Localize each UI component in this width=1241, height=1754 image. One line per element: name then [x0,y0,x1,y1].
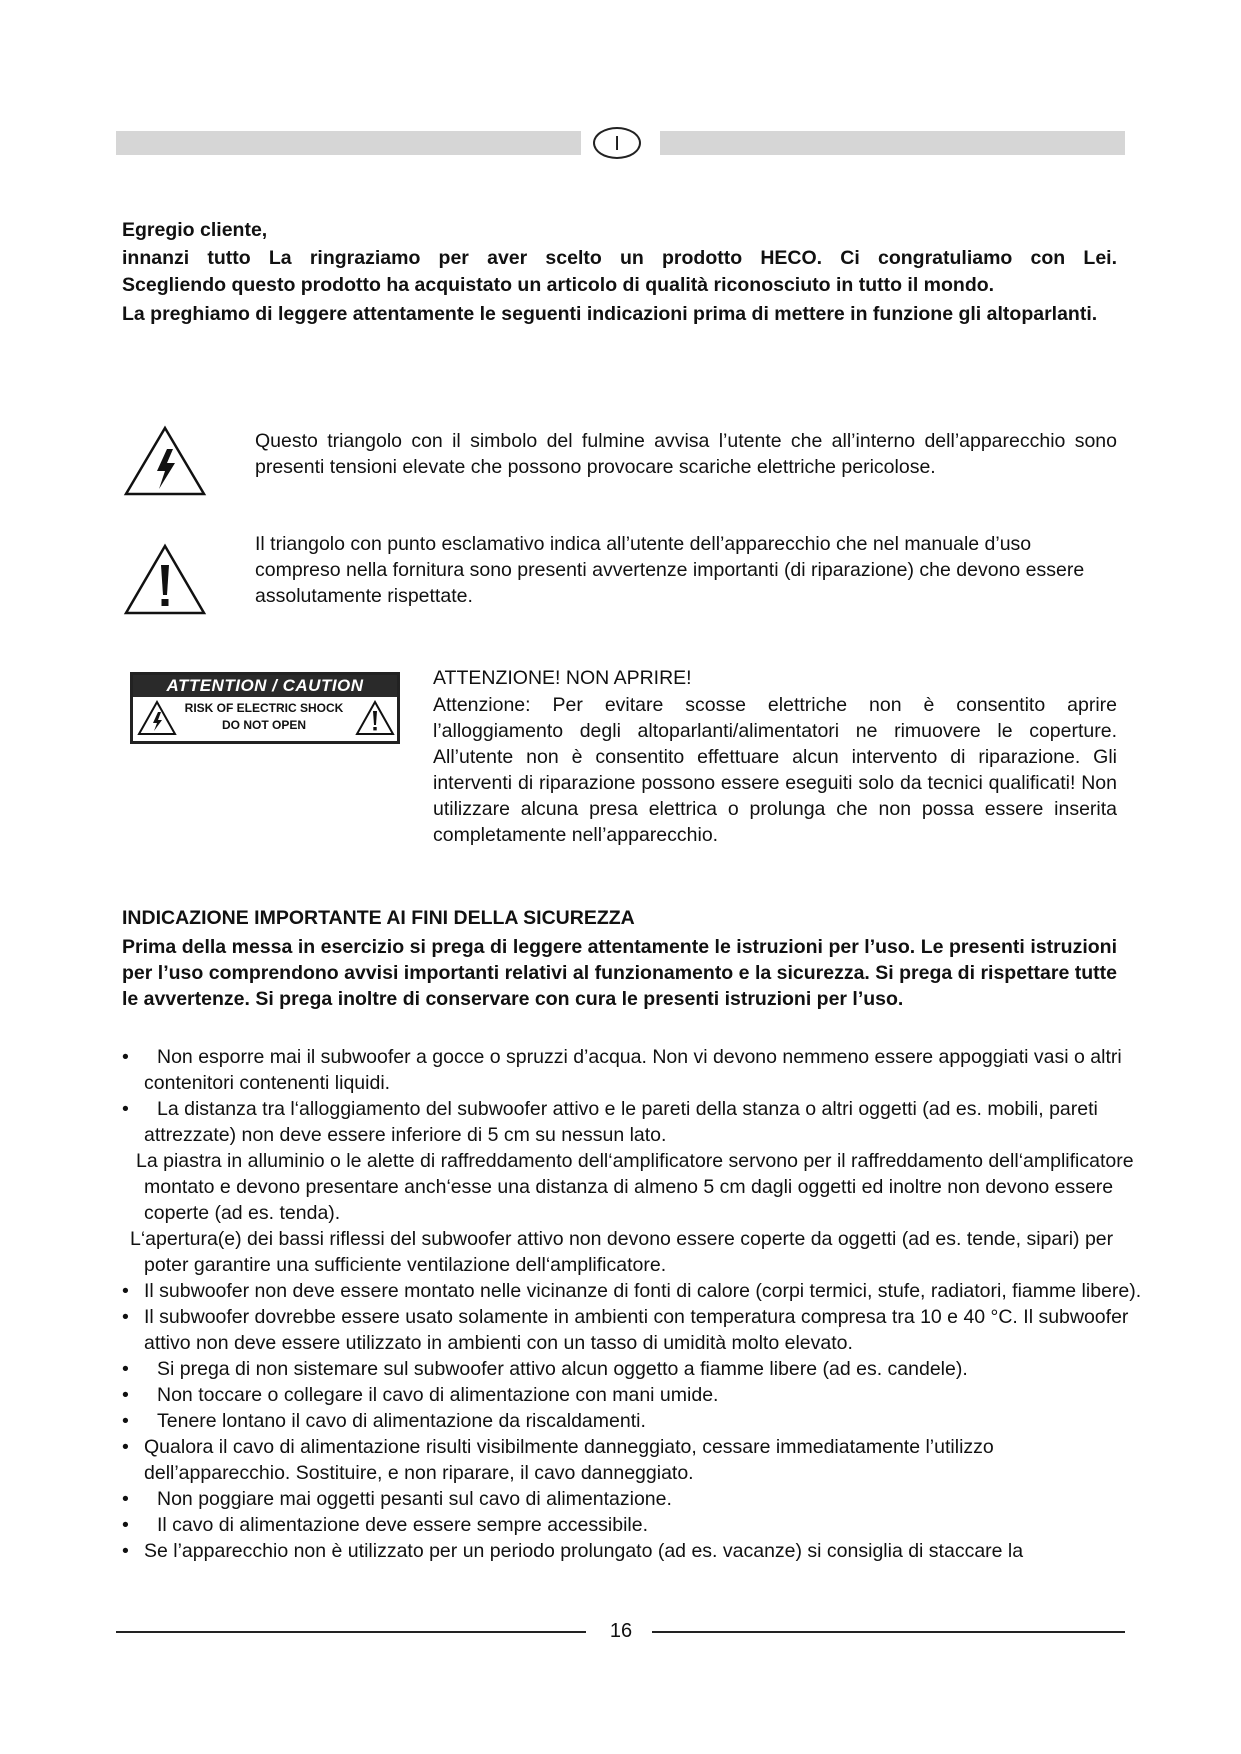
safety-item [122,1434,1144,1486]
caution-label-line-2: DO NOT OPEN [221,718,306,732]
bullet: • [122,1514,129,1536]
safety-item-text: L‘apertura(e) dei bassi riflessi del subwoofer attivo non devono essere coperte da oggetti (ad es. tende, sipari) per poter garantire una sufficiente ventilazione dell‘amplificatore. [130,1228,1114,1276]
safety-item-text: La piastra in alluminio o le alette di raffreddamento dell‘amplificatore servono per il raffreddamento dell‘amplificatore montato e devono presentare anch‘esse una distanza di almeno 5 cm dagli oggetti ed inoltre non devono essere coperte (ad es. tenda). [136,1150,1134,1224]
safety-item-text: Se l’apparecchio non è utilizzato per un periodo prolungato (ad es. vacanze) si consiglia di staccare la [144,1540,1024,1562]
safety-item-text: Qualora il cavo di alimentazione risulti visibilmente danneggiato, cessare immediatamente l’utilizzo dell’apparecchio. Sostituire, e non riparare, il cavo danneggiato. [144,1436,994,1484]
greeting: Egregio cliente, [122,219,268,241]
bullet: • [122,1306,129,1328]
caution-label-header: ATTENTION / CAUTION [133,675,397,697]
intro-line-1: innanzi tutto La ringraziamo per aver scelto un prodotto HECO. Ci congratuliamo con Lei. [122,247,1117,269]
safety-item-text: Tenere lontano il cavo di alimentazione da riscaldamenti. [157,1410,646,1432]
safety-item [122,1486,1152,1512]
language-marker: I [593,127,641,159]
bullet: • [122,1410,129,1432]
bullet: • [122,1098,129,1120]
safety-item [122,1226,1144,1278]
safety-item [122,1382,1152,1408]
safety-item [122,1096,1152,1148]
bullet: • [122,1046,129,1068]
caution-label-line-1: RISK OF ELECTRIC SHOCK [184,701,344,715]
exclamation-warning-text: Il triangolo con punto esclamativo indica all’utente dell’apparecchio che nel manuale d’uso compreso nella fornitura sono presenti avvertenze importanti (di riparazione) che devono essere assolutamente rispettate. [255,533,1085,607]
lightning-warning-text: Questo triangolo con il simbolo del fulmine avvisa l’utente che all’interno dell’apparecchio sono presenti tensioni elevate che possono provocare scariche elettriche pericolose. [255,430,1117,478]
bullet: • [122,1540,129,1562]
caution-lightning-icon [137,700,177,736]
safety-item [122,1148,1144,1226]
safety-item-text: Non poggiare mai oggetti pesanti sul cavo di alimentazione. [157,1488,672,1510]
bullet: • [122,1384,129,1406]
safety-item [122,1278,1144,1304]
safety-item-text: Si prega di non sistemare sul subwoofer attivo alcun oggetto a fiamme libere (ad es. candele). [157,1358,968,1380]
caution-body: Attenzione: Per evitare scosse elettriche non è consentito aprire l’alloggiamento degli altoparlanti/alimentatori ne rimuovere le coperture. All’utente non è consentito effettuare alcun intervento di riparazione. Gli interventi di riparazione possono essere eseguiti solo da tecnici qualificati! Non utilizzare alcuna presa elettrica o prolunga che non possa essere inserita completamente nell’apparecchio. [433,694,1117,846]
safety-item-text: Il subwoofer dovrebbe essere usato solamente in ambienti con temperatura compresa tra 10 e 40 °C. Il subwoofer attivo non deve essere utilizzato in ambienti con un tasso di umidità molto elevato. [144,1306,1129,1354]
intro-line-2: Scegliendo questo prodotto ha acquistato un articolo di qualità riconosciuto in tutto il mondo. [122,274,995,296]
safety-item [122,1538,1144,1564]
safety-item-text: La distanza tra l‘alloggiamento del subwoofer attivo e le pareti della stanza o altri oggetti (ad es. mobili, pareti attrezzate) non deve essere inferiore di 5 cm su nessun lato. [144,1098,1098,1146]
bullet: • [122,1488,129,1510]
safety-item-text: Il subwoofer non deve essere montato nelle vicinanze di fonti di calore (corpi termici, stufe, radiatori, fiamme libere). [144,1280,1142,1302]
caution-label [130,672,400,744]
page-number: 16 [609,1620,633,1642]
bullet: • [122,1436,129,1458]
caution-title: ATTENZIONE! NON APRIRE! [433,667,692,689]
footer-rule-left [116,1631,586,1633]
safety-intro: Prima della messa in esercizio si prega di leggere attentamente le istruzioni per l’uso. Le presenti istruzioni per l’uso comprendono avvisi importanti relativi al funzionamento e la sicurezza. Si prega di rispettare tutte le avvertenze. Si prega inoltre di conservare con cura le presenti istruzioni per l’uso. [122,936,1117,1010]
safety-item-text: Non toccare o collegare il cavo di alimentazione con mani umide. [157,1384,719,1406]
safety-item [122,1408,1152,1434]
safety-item [122,1304,1144,1356]
footer-rule-right [652,1631,1125,1633]
safety-item [122,1512,1152,1538]
safety-item-text: Non esporre mai il subwoofer a gocce o spruzzi d’acqua. Non vi devono nemmeno essere appoggiati vasi o altri contenitori contenenti liquidi. [144,1046,1122,1094]
bullet: • [122,1280,129,1302]
intro-line-3: La preghiamo di leggere attentamente le seguenti indicazioni prima di mettere in funzione gli altoparlanti. [122,303,1098,325]
header-band-right [660,131,1125,155]
safety-item [122,1044,1152,1096]
safety-item [122,1356,1152,1382]
exclamation-warning-icon [123,543,207,617]
header-band-left [116,131,581,155]
lightning-warning-icon [123,425,207,497]
safety-item-text: Il cavo di alimentazione deve essere sempre accessibile. [157,1514,648,1536]
caution-exclamation-icon [355,700,395,736]
safety-heading: INDICAZIONE IMPORTANTE AI FINI DELLA SICUREZZA [122,907,635,929]
safety-list [122,1044,1152,1564]
bullet: • [122,1358,129,1380]
